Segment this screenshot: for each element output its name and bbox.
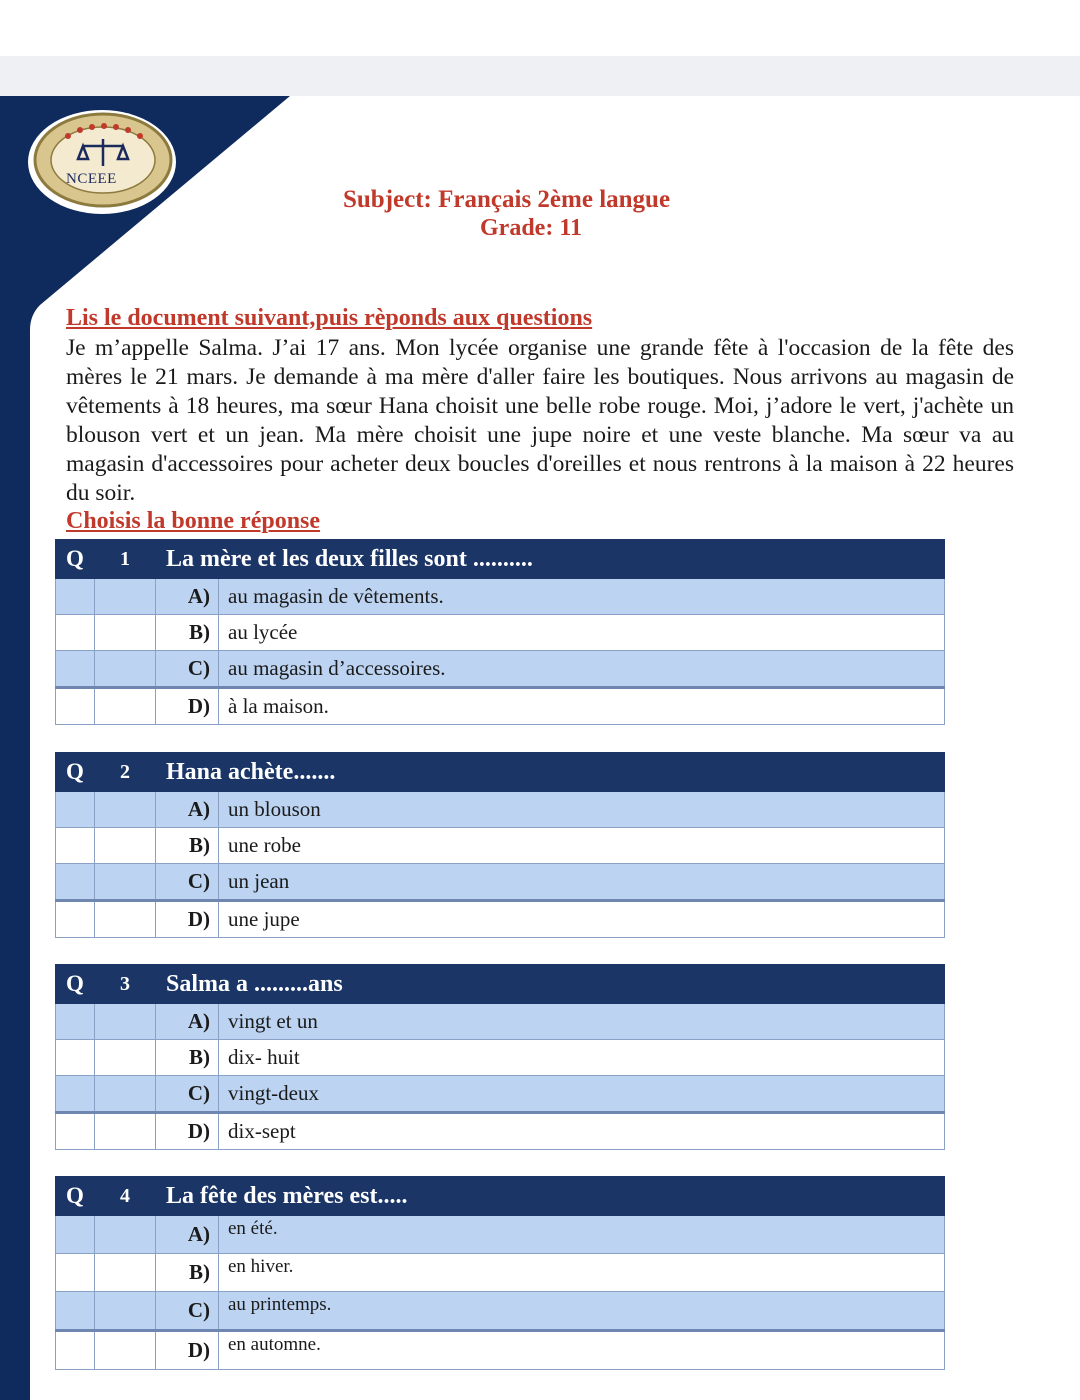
option-letter: C) [156,864,219,901]
answer-option-a[interactable] [56,792,945,828]
answer-option-c[interactable] [56,1076,945,1113]
option-text: un blouson [219,792,945,828]
option-text: vingt et un [219,1004,945,1040]
question-q-label: Q [56,540,95,579]
option-text: dix- huit [219,1040,945,1076]
option-text: au printemps. [219,1292,945,1331]
option-letter: D) [156,1331,219,1370]
ncee-logo [28,104,178,214]
question-stem: Salma a .........ans [156,965,945,1004]
option-letter: B) [156,1254,219,1292]
question-stem: Hana achète....... [156,753,945,792]
option-letter: A) [156,792,219,828]
option-letter: A) [156,1004,219,1040]
answer-option-b[interactable] [56,828,945,864]
answer-option-c[interactable] [56,1292,945,1331]
option-text: à la maison. [219,688,945,725]
option-letter: D) [156,688,219,725]
grade-label: Grade: 11 [480,215,582,241]
option-letter: A) [156,579,219,615]
option-text: au magasin de vêtements. [219,579,945,615]
answer-option-d[interactable] [56,901,945,938]
option-letter: B) [156,1040,219,1076]
question-number: 3 [95,965,156,1004]
logo-text: NCEEE [66,171,117,187]
passage-paragraph: Je m’appelle Salma. J’ai 17 ans. Mon lycée organise une grande fête à l'occasion de la fête des mères le 21 mars. Je demande à ma mère d'aller faire les boutiques. Nous arrivons au magasin de vêtements à 18 heures, ma sœur Hana choisit une belle robe rouge. Moi, j’adore le vert, j'achète un blouson vert et un jean. Ma mère choisit une jupe noire et une veste blanche. Ma sœur va au magasin d'accessoires pour acheter deux boucles d'oreilles et nous rentrons à la maison à 22 heures du soir. [66,335,1014,506]
option-text: une jupe [219,901,945,938]
answer-option-d[interactable] [56,688,945,725]
option-text: en été. [219,1216,945,1254]
subject-title: Subject: Français 2ème langue [343,186,671,213]
answer-option-d[interactable] [56,1113,945,1150]
answer-option-c[interactable] [56,864,945,901]
question-header [56,1177,945,1216]
option-text: au lycée [219,615,945,651]
option-letter: B) [156,615,219,651]
question-stem: La fête des mères est..... [156,1177,945,1216]
answer-option-c[interactable] [56,651,945,688]
option-letter: B) [156,828,219,864]
question-table-4 [55,1176,945,1370]
option-letter: D) [156,901,219,938]
question-header [56,540,945,579]
question-table-3 [55,964,945,1150]
answer-option-a[interactable] [56,1004,945,1040]
question-header [56,965,945,1004]
option-letter: C) [156,651,219,688]
option-text: en hiver. [219,1254,945,1292]
answer-option-d[interactable] [56,1331,945,1370]
question-table-2 [55,752,945,938]
answer-option-b[interactable] [56,615,945,651]
option-letter: D) [156,1113,219,1150]
answer-option-a[interactable] [56,1216,945,1254]
option-text: un jean [219,864,945,901]
question-number: 1 [95,540,156,579]
option-text: vingt-deux [219,1076,945,1113]
answer-option-b[interactable] [56,1254,945,1292]
question-number: 2 [95,753,156,792]
choose-instruction: Choisis la bonne réponse [66,508,321,534]
question-q-label: Q [56,1177,95,1216]
option-text: une robe [219,828,945,864]
question-q-label: Q [56,753,95,792]
answer-option-a[interactable] [56,579,945,615]
question-number: 4 [95,1177,156,1216]
reading-instruction: Lis le document suivant,puis rèponds aux questions [66,305,593,331]
reading-passage [66,334,1014,508]
question-table-1 [55,539,945,725]
option-text: au magasin d’accessoires. [219,651,945,688]
option-text: en automne. [219,1331,945,1370]
question-stem: La mère et les deux filles sont .......... [156,540,945,579]
option-text: dix-sept [219,1113,945,1150]
question-q-label: Q [56,965,95,1004]
option-letter: C) [156,1076,219,1113]
question-header [56,753,945,792]
option-letter: C) [156,1292,219,1331]
answer-option-b[interactable] [56,1040,945,1076]
option-letter: A) [156,1216,219,1254]
